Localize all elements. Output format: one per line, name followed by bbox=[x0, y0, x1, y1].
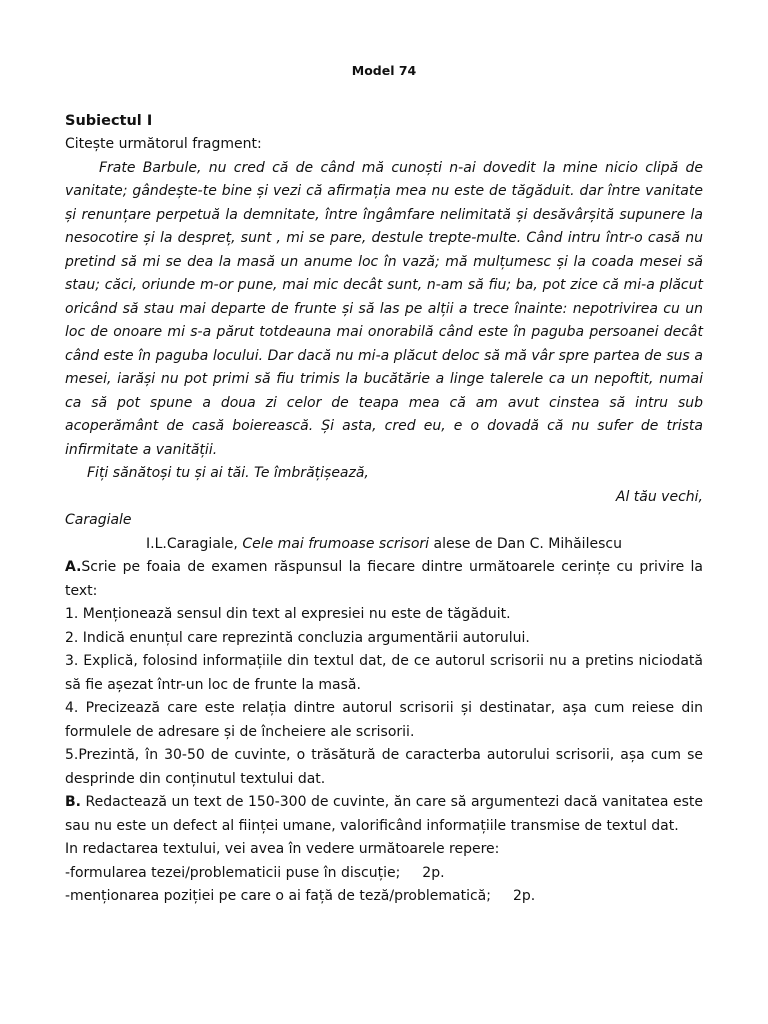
fragment-paragraph-2: Fiți sănătoși tu și ai tăi. Te îmbrățișează, bbox=[87, 465, 369, 481]
source-work: Cele mai frumoase scrisori bbox=[242, 535, 430, 552]
section-a-item: 5.Prezintă, în 30-50 de cuvinte, o trăsătură de caracterba autorului scrisorii, așa cum se desprinde din conținutul textului dat. bbox=[65, 747, 703, 787]
section-a-item: 2. Indică enunțul care reprezintă concluzia argumentării autorului. bbox=[65, 629, 530, 646]
section-a-intro-line bbox=[65, 556, 703, 603]
section-a-label: A. bbox=[65, 559, 82, 575]
section-b bbox=[65, 791, 703, 909]
criterion-points: 2p. bbox=[422, 864, 445, 881]
section-b-intro-line bbox=[65, 791, 703, 838]
section-a-item: 4. Precizează care este relația dintre autorul scrisorii și destinatar, așa cum reiese din formulele de adresare și de încheiere ale scrisorii. bbox=[65, 700, 703, 740]
section-a-intro: Scrie pe foaia de examen răspunsul la fiecare dintre următoarele cerințe cu privire la text: bbox=[65, 559, 703, 599]
criterion-text: -menționarea poziției pe care o ai față de teză/problematică; bbox=[65, 888, 491, 904]
section-b-label: B. bbox=[65, 794, 81, 810]
letter-fragment bbox=[65, 157, 703, 533]
document-body bbox=[65, 109, 703, 909]
criterion-row bbox=[65, 862, 703, 886]
section-a-item: 1. Menționează sensul din text al expresiei nu este de tăgăduit. bbox=[65, 606, 511, 622]
fragment-closing: Al tău vechi, bbox=[615, 488, 703, 505]
instruction-text: Citește următorul fragment: bbox=[65, 136, 262, 152]
fragment-signature: Caragiale bbox=[65, 512, 132, 528]
document-title: Model 74 bbox=[351, 63, 417, 78]
section-b-intro: Redactează un text de 150-300 de cuvinte, ăn care să argumentezi dacă vanitatea este sau nu este un defect al ființei umane, valorificând informațiile transmise de textul dat. bbox=[65, 794, 703, 834]
criterion-row bbox=[65, 885, 703, 909]
source-citation bbox=[65, 533, 703, 557]
fragment-paragraph-1: Frate Barbule, nu cred că de când mă cunoști n-ai dovedit la mine nicio clipă de vanitate; gândește-te bine și vezi că afirmația mea nu este de tăgăduit. dar între vanitate și renunțare perpetuă la demnitate, între îngâmfare nelimitată și desăvârșită supunere la nesocotire și la despreț, sunt , mi se pare, destule trepte-multe. Când intru într-o casă nu pretind să mi se dea la masă un anume loc în vază; mă mulțumesc și la coada mesei să stau; căci, oriunde m-or pune, mai mic decât sunt, n-am să fiu; ba, pot zice că mi-a plăcut oricând să stau mai departe de frunte și să las pe alții a trece înainte: nepotrivirea cu un loc de onoare mi s-a părut totdeauna mai onorabilă când este în paguba persoanei decât când este în paguba locului. Dar dacă nu mi-a plăcut deloc să mă vâr spre partea de sus a mesei, iarăși nu pot primi să fiu trimis la bucătărie a linge talerele ca un nepoftit, numai ca să pot spune a doua zi celor de teapa mea că am avut cinstea să intru sub acoperământ de casă boierească. Și asta, cred eu, e o dovadă că nu sufer de trista infirmitate a vanității. bbox=[65, 159, 703, 458]
subject-heading: Subiectul I bbox=[65, 113, 153, 129]
section-b-note: In redactarea textului, vei avea în vedere următoarele repere: bbox=[65, 841, 500, 857]
section-a-item: 3. Explică, folosind informațiile din textul dat, de ce autorul scrisorii nu a pretins niciodată să fie așezat într-un loc de frunte la masă. bbox=[65, 653, 703, 693]
criterion-text: -formularea tezei/problematicii puse în discuție; bbox=[65, 864, 401, 881]
source-author: I.L.Caragiale, bbox=[146, 535, 243, 552]
section-a bbox=[65, 556, 703, 791]
source-editor: alese de Dan C. Mihăilescu bbox=[429, 535, 622, 552]
criterion-points: 2p. bbox=[512, 888, 536, 904]
